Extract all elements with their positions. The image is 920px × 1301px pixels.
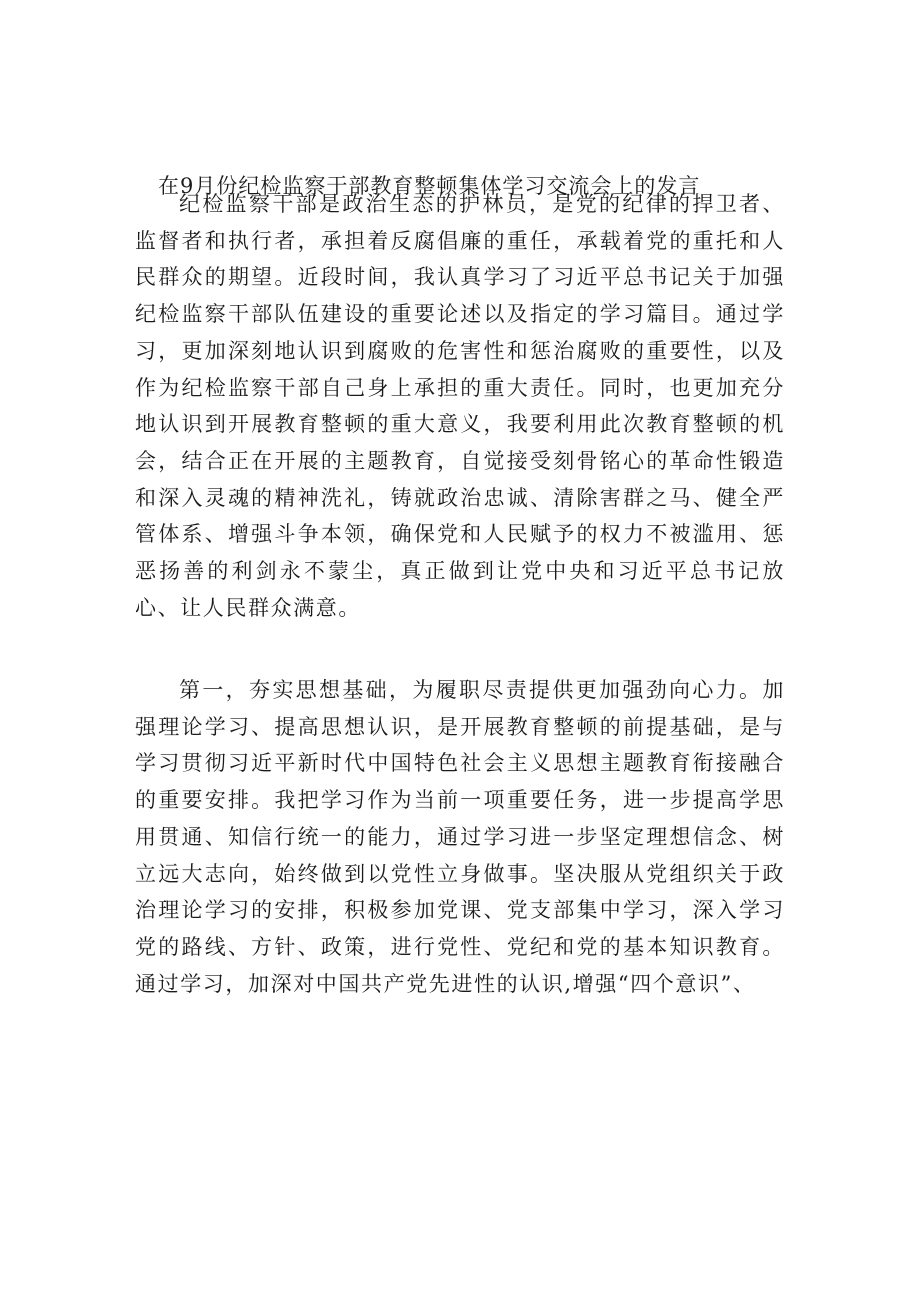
document-title: 在9月份纪检监察干部教育整顿集体学习交流会上的发言	[158, 174, 701, 198]
paragraph-first-point: 第一，夯实思想基础，为履职尽责提供更加强劲向心力。加强理论学习、提高思想认识，是开展教育整顿的前提基础，是与学习贯彻习近平新时代中国特色社会主义思想主题教育衔接融合的重要安排。我把学习作为当前一项重要任务，进一步提高学思用贯通、知信行统一的能力，通过学习进一步坚定理想信念、树立远大志向，始终做到以党性立身做事。坚决服从党组织关于政治理论学习的安排，积极参加党课、党支部集中学习，深入学习党的路线、方针、政策，进行党性、党纪和党的基本知识教育。通过学习，加深对中国共产党先进性的认识,增强“四个意识”、	[135, 678, 785, 996]
paragraph-intro: 纪检监察干部是政治生态的护林员，是党的纪律的捍卫者、监督者和执行者，承担着反腐倡廉的重任，承载着党的重托和人民群众的期望。近段时间，我认真学习了习近平总书记关于加强纪检监察干部队伍建设的重要论述以及指定的学习篇目。通过学习，更加深刻地认识到腐败的危害性和惩治腐败的重要性，以及作为纪检监察干部自己身上承担的重大责任。同时，也更加充分地认识到开展教育整顿的重大意义，我要利用此次教育整顿的机会，结合正在开展的主题教育，自觉接受刻骨铭心的革命性锻造和深入灵魂的精神洗礼，铸就政治忠诚、清除害群之马、健全严管体系、增强斗争本领，确保党和人民赋予的权力不被滥用、惩恶扬善的利剑永不蒙尘，真正做到让党中央和习近平总书记放心、让人民群众满意。	[135, 192, 785, 620]
